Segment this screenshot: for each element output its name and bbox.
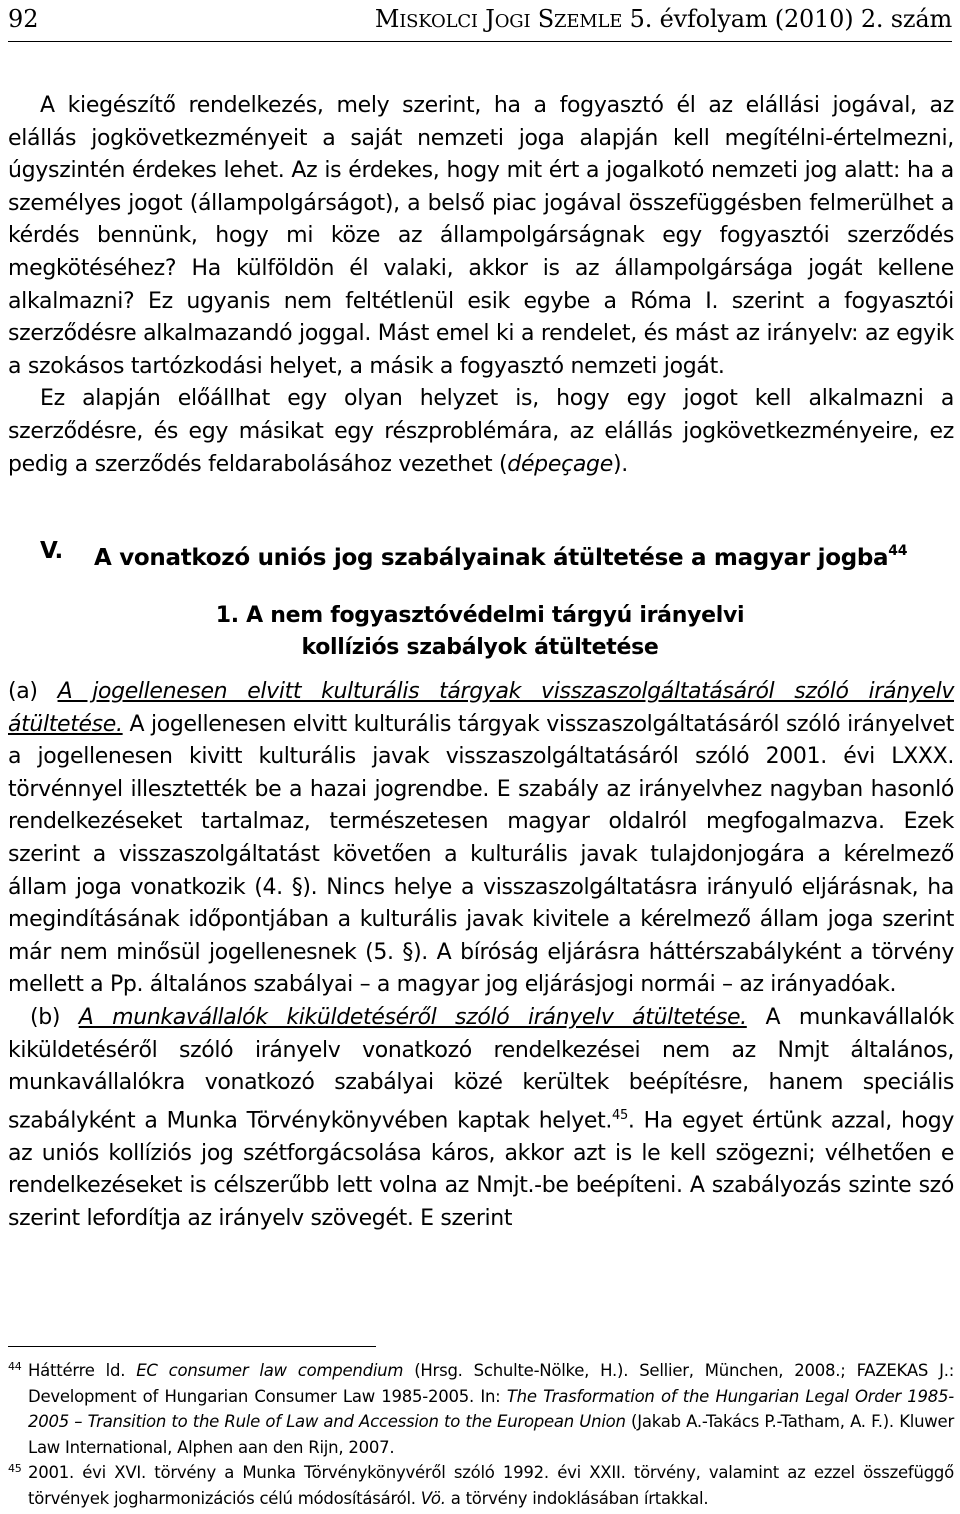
footnote-mark: 44 (8, 1360, 22, 1373)
item-b-heading: A munkavállalók kiküldetéséről szóló irányelv átültetése. (78, 1004, 747, 1030)
body-text-2 (8, 676, 954, 1235)
footnote-ref-45: 45 (612, 1107, 628, 1123)
footnote-45: 45 2001. évi XVI. törvény a Munka Törvénykönyvéről szóló 1992. évi XXII. törvény, valamint az ezzel összefüggő törvények jogharmonizációs célú módosításáról. Vö. a törvény indoklásában írtakkal. (8, 1460, 954, 1511)
subsection-heading (0, 600, 960, 664)
section-title: A vonatkozó uniós jog szabályainak átültetése a magyar jogba (94, 545, 889, 571)
page-number: 92 (8, 5, 39, 33)
section-number: V. (40, 538, 63, 564)
header-rule (8, 41, 952, 42)
italic-term: dépeçage (507, 451, 613, 477)
footnote-rule (8, 1346, 376, 1347)
paragraph-2: Ez alapján előállhat egy olyan helyzet is, hogy egy jogot kell alkalmazni a szerződésre, és egy másikat egy részproblémára, az elállás jogkövetkezményeire, ez pedig a szerződés feldarabolásához vezethet (dépeçage). (8, 386, 954, 477)
item-b: (b) A munkavállalók kiküldetéséről szóló irányelv átültetése. A munkavállalók kiküldetéséről szóló irányelv vonatkozó rendelkezései nem az Nmjt általános, munkavállalókra vonatkozó szabályai közé kerültek beépítésre, hanem speciális szabályként a Munka Törvénykönyvében kaptak helyet.$^{45}$. Ha egyet értünk azzal, hogy az uniós kollíziós jog szétforgácsolása káros, akkor azt is le kell szögezni; vélhetően e rendelkezéseket is célszerűbb lett volna az Nmjt.-be beépíteni. A szabályozás szinte szó szerint lefordítja az irányelv szövegét. E szerint (8, 1004, 954, 1231)
footnote-mark: 45 (8, 1462, 22, 1475)
item-a: (a) A jogellenesen elvitt kulturális tárgyak visszaszolgáltatásáról szóló irányelv átültetése. A jogellenesen elvitt kulturális tárgyak visszaszolgáltatásáról szóló irányelvet a jogellenesen kivitt kulturális javak visszaszolgáltatásáról szóló 2001. évi LXXX. törvénnyel illesztették be a hazai jogrendbe. E szabály az irányelvhez nagyban hasonló rendelkezéseket tartalmaz, természetesen magyar oldalról megfogalmazva. Ezek szerint a visszaszolgáltatást követően a kulturális javak tulajdonjogára a kérelmező állam joga vonatkozik (4. §). Nincs helye a visszaszolgáltatásra irányuló eljárásnak, ha megindításának időpontjában a kulturális javak kivitele a kérelmező állam joga szerint már nem minősül jogellenesnek (5. §). A bíróság eljárásra háttérszabályként a törvény mellett a Pp. általános szabályai – a magyar jog eljárásjogi normái – az irányadóak. (8, 679, 954, 998)
subsection-title-line-1: 1. A nem fogyasztóvédelmi tárgyú irányelvi (215, 603, 745, 628)
item-a-heading: A jogellenesen elvitt kulturális tárgyak visszaszolgáltatásáról szóló irányelv átültetése. (8, 679, 954, 737)
body-text (8, 90, 954, 481)
journal-title: MISKOLCI JOGI SZEMLE 5. évfolyam (2010) 2. szám (374, 5, 952, 33)
footnote-ref-44: 44 (888, 543, 908, 559)
running-header (8, 0, 952, 40)
paragraph-1: A kiegészítő rendelkezés, mely szerint, ha a fogyasztó él az elállási jogával, az elállás jogkövetkezményeit a saját nemzeti joga alapján kell megítélni-értelmezni, úgyszintén érdekes lehet. Az is érdekes, hogy mit ért a jogalkotó nemzeti jog alatt: ha a személyes jogot (állampolgárságot), a belső piac jogával összefüggésben felmerülhet a kérdés bennünk, hogy mi köze az állampolgárságnak egy fogyasztói szerződés megkötéséhez? Ha külföldön él valaki, akkor is az állampolgársága jogát kellene alkalmazni? Ez ugyanis nem feltétlenül esik egybe a Róma I. szerint a fogyasztói szerződésre alkalmazandó joggal. Mást emel ki a rendelet, és mást az irányelv: az egyik a szokásos tartózkodási helyet, a másik a fogyasztó nemzeti jogát. (8, 93, 954, 379)
footnotes (8, 1358, 954, 1511)
footnote-44: 44 Háttérre ld. EC consumer law compendium (Hrsg. Schulte-Nölke, H.). Sellier, München, 2008.; FAZEKAS J.: Development of Hungarian Consumer Law 1985-2005. In: The Trasformation of the Hungarian Legal Order 1985-2005 – Transition to the Rule of Law and Accession to the European Union (Jakab A.-Takács P.-Tatham, A. F.). Kluwer Law International, Alphen aan den Rijn, 2007. (8, 1358, 954, 1460)
subsection-title-line-2: kollíziós szabályok átültetése (301, 635, 659, 660)
